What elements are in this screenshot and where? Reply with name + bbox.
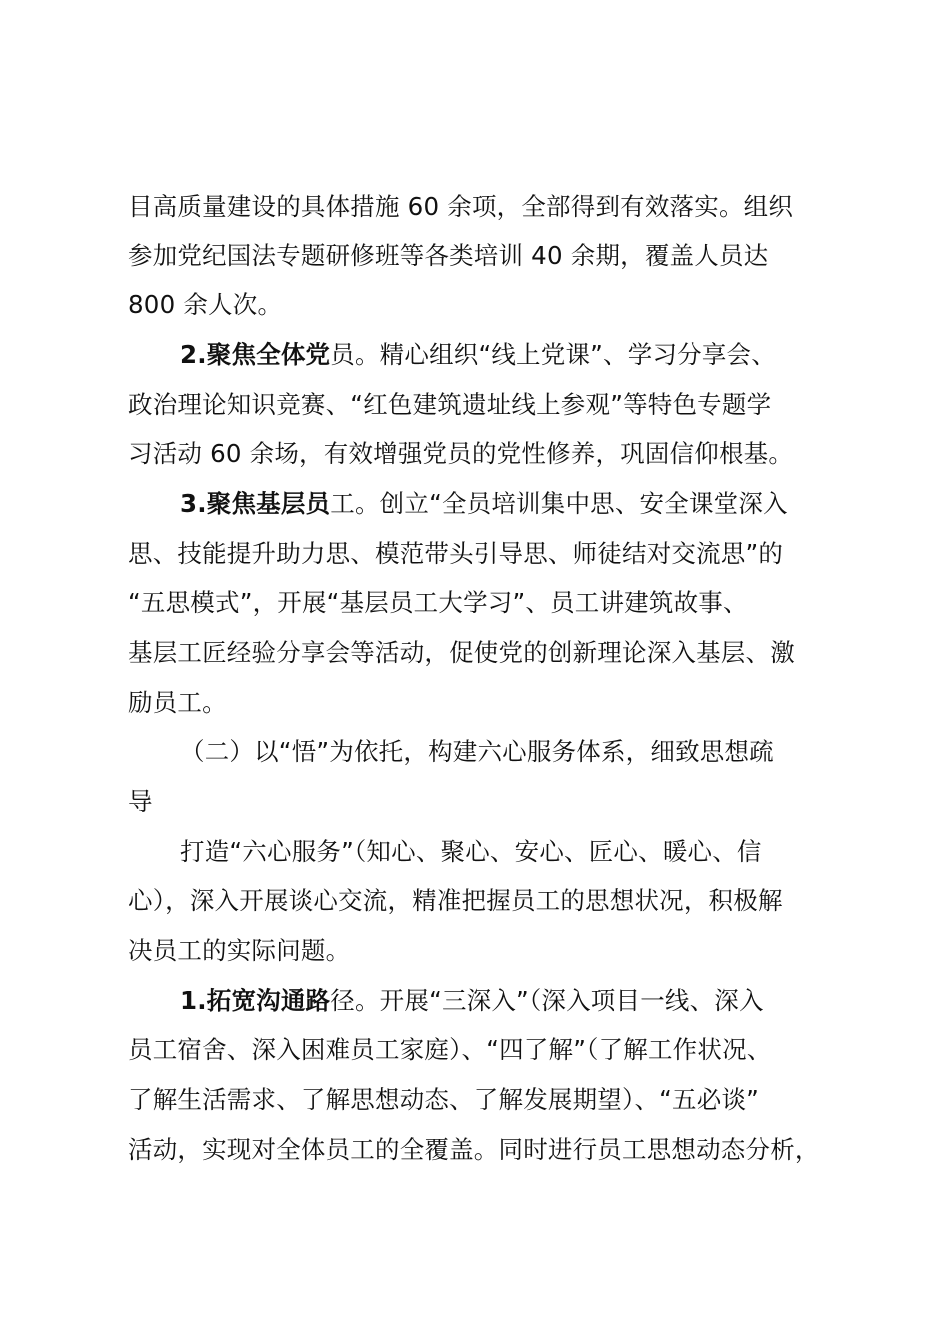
body-line: 了解生活需求、了解思想动态、了解发展期望）、“五必谈” — [128, 1085, 760, 1114]
point-heading: 1.拓宽沟通路 — [180, 986, 331, 1015]
body-line: 习活动 60 余场，有效增强党员的党性修养，巩固信仰根基。 — [128, 439, 794, 468]
body-line: 心），深入开展谈心交流，精准把握员工的思想状况，积极解 — [128, 886, 783, 915]
body-line: 参加党纪国法专题研修班等各类培训 40 余期，覆盖人员达 — [128, 241, 769, 270]
body-line: 800 余人次。 — [128, 290, 283, 319]
section-heading-2-cont: 导 — [128, 787, 153, 816]
body-line: 决员工的实际问题。 — [128, 936, 351, 965]
section-heading-2: （二）以“悟”为依托，构建六心服务体系，细致思想疏 — [180, 737, 774, 766]
body-line: 活动，实现对全体员工的全覆盖。同时进行员工思想动态分析， — [128, 1135, 820, 1164]
body-line: 员工宿舍、深入困难员工家庭）、“四了解”（了解工作状况、 — [128, 1035, 772, 1064]
body-line: 基层工匠经验分享会等活动，促使党的创新理论深入基层、激 — [128, 638, 795, 667]
body-line: “五思模式”，开展“基层员工大学习”、员工讲建筑故事、 — [128, 588, 748, 617]
section-point-2 — [180, 338, 776, 372]
section-point-1 — [180, 984, 764, 1018]
point-heading: 3.聚焦基层员 — [180, 489, 331, 518]
point-heading: 2.聚焦全体党 — [180, 340, 331, 369]
body-line: 励员工。 — [128, 688, 227, 717]
point-text: 径。开展“三深入”（深入项目一线、深入 — [330, 986, 764, 1015]
body-line: 思、技能提升助力思、模范带头引导思、师徒结对交流思”的 — [128, 539, 784, 568]
point-text: 员。精心组织“线上党课”、学习分享会、 — [330, 340, 776, 369]
body-line: 目高质量建设的具体措施 60 余项，全部得到有效落实。组织 — [128, 192, 794, 221]
section-point-3 — [180, 487, 788, 521]
body-line: 打造“六心服务”（知心、聚心、安心、匠心、暖心、信 — [180, 837, 762, 866]
body-line: 政治理论知识竞赛、“红色建筑遗址线上参观”等特色专题学 — [128, 390, 772, 419]
point-text: 工。创立“全员培训集中思、安全课堂深入 — [330, 489, 788, 518]
